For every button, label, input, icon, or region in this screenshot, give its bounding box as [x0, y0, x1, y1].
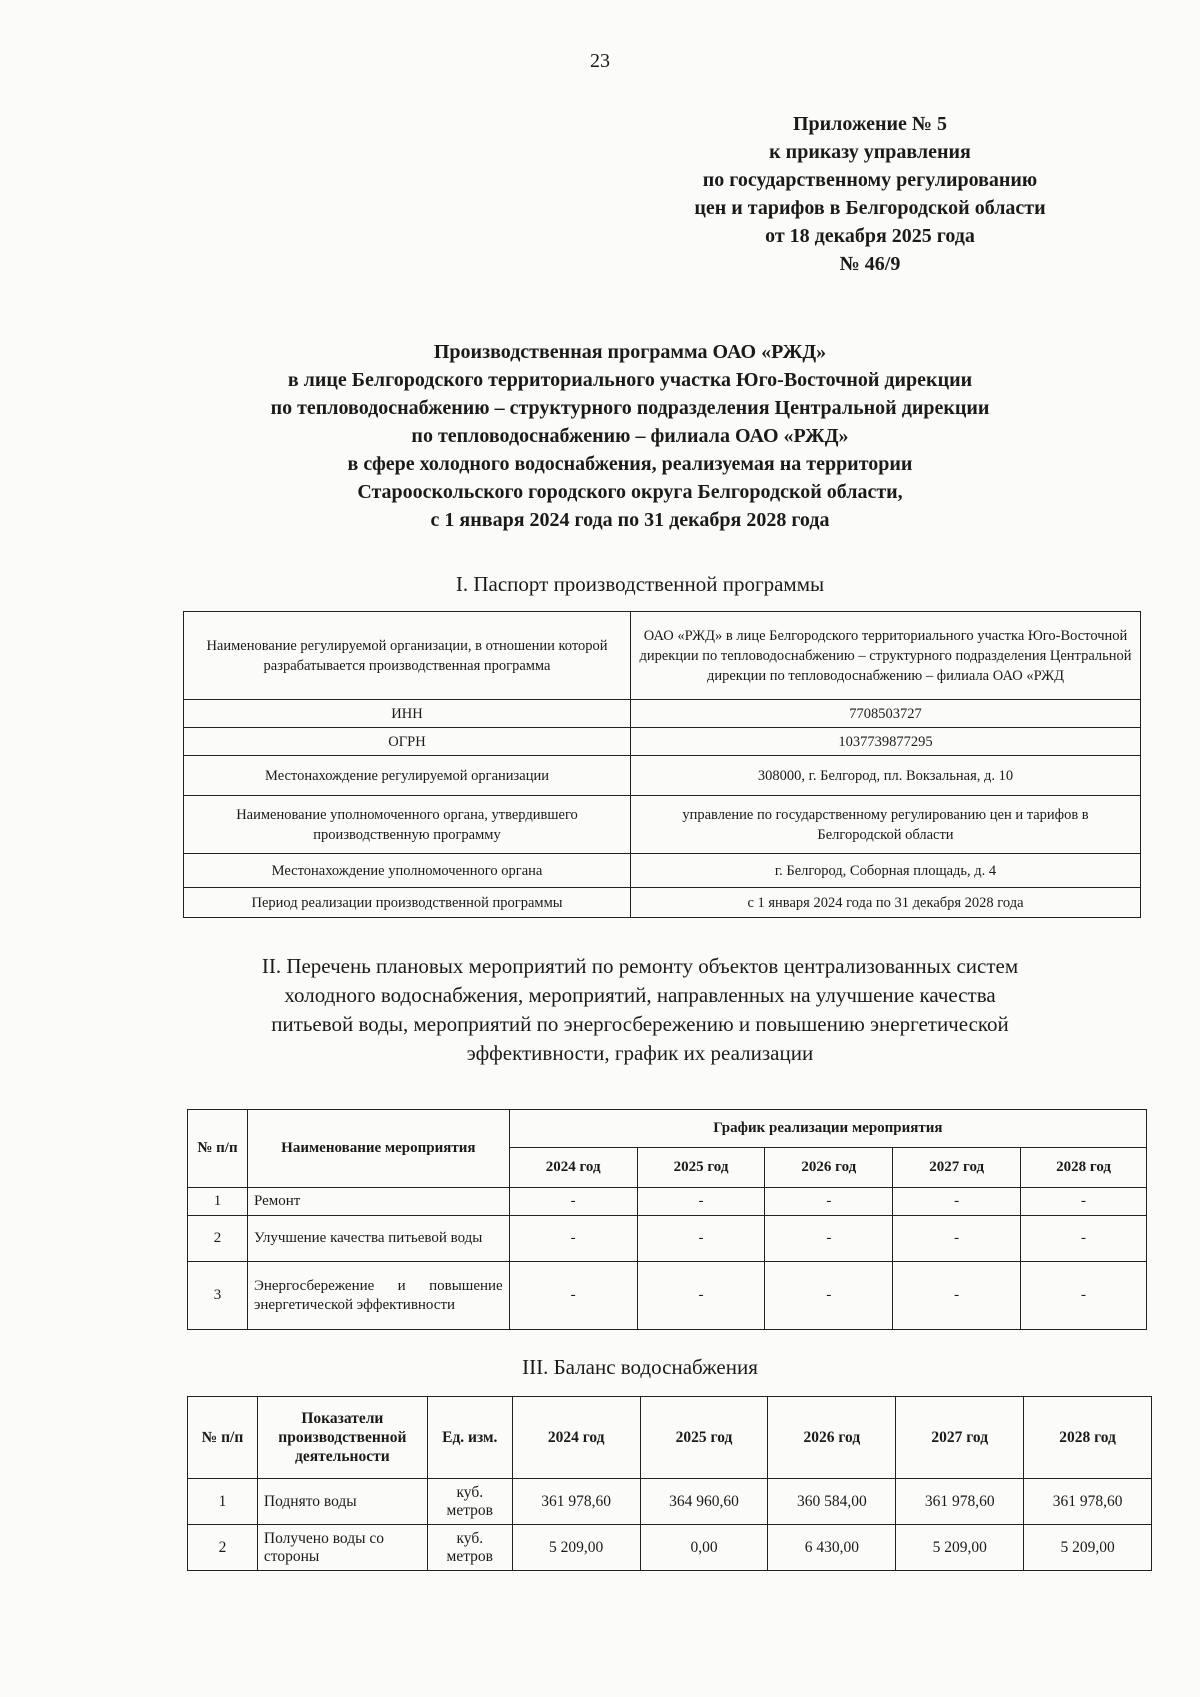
year-value: -: [893, 1188, 1021, 1216]
program-title-line: Старооскольского городского округа Белгородской области,: [357, 481, 903, 503]
page-number: 23: [590, 50, 610, 72]
section2-heading: [180, 952, 1100, 1068]
passport-key: Наименование регулируемой организации, в отношении которой разрабатывается производственная программа: [184, 612, 631, 700]
table-header-row: [188, 1397, 1152, 1479]
table-row: [184, 796, 1141, 854]
table-row: [184, 728, 1141, 756]
program-title-line: по тепловодоснабжению – структурного подразделения Центральной дирекции: [270, 397, 990, 419]
section1-heading: I. Паспорт производственной программы: [455, 572, 825, 596]
passport-value: г. Белгород, Соборная площадь, д. 4: [631, 854, 1141, 888]
year-value: 5 209,00: [512, 1525, 640, 1571]
row-num: 3: [188, 1262, 248, 1330]
table-row: [188, 1479, 1152, 1525]
year-value: 361 978,60: [512, 1479, 640, 1525]
program-title-line: по тепловодоснабжению – филиала ОАО «РЖД»: [411, 425, 849, 447]
table-row: [184, 756, 1141, 796]
year-value: -: [893, 1216, 1021, 1262]
appendix-header: [630, 110, 1110, 278]
table-row: [184, 612, 1141, 700]
section2-heading-line: II. Перечень плановых мероприятий по ремонту объектов централизованных систем: [261, 954, 1019, 978]
header-num: № п/п: [188, 1397, 258, 1479]
table-row: [188, 1262, 1147, 1330]
balance-table: [187, 1396, 1152, 1571]
year-value: 361 978,60: [896, 1479, 1024, 1525]
passport-value: с 1 января 2024 года по 31 декабря 2028 года: [631, 888, 1141, 918]
activity-name: Ремонт: [247, 1188, 509, 1216]
year-value: -: [509, 1188, 637, 1216]
appendix-line: цен и тарифов в Белгородской области: [694, 197, 1046, 219]
year-value: -: [765, 1188, 893, 1216]
table-header-row: [188, 1110, 1147, 1148]
row-num: 1: [188, 1188, 248, 1216]
program-title-line: Производственная программа ОАО «РЖД»: [433, 341, 827, 363]
header-year: 2028 год: [1024, 1397, 1152, 1479]
passport-key: Наименование уполномоченного органа, утвердившего производственную программу: [184, 796, 631, 854]
year-value: 6 430,00: [768, 1525, 896, 1571]
year-value: -: [637, 1216, 765, 1262]
passport-key: Местонахождение регулируемой организации: [184, 756, 631, 796]
year-value: 5 209,00: [1024, 1525, 1152, 1571]
section2-heading-line: холодного водоснабжения, мероприятий, направленных на улучшение качества: [284, 983, 996, 1007]
passport-value: управление по государственному регулированию цен и тарифов в Белгородской области: [631, 796, 1141, 854]
section2-heading-line: питьевой воды, мероприятий по энергосбережению и повышению энергетической: [271, 1012, 1009, 1036]
section3-heading: III. Баланс водоснабжения: [522, 1355, 758, 1379]
header-indicator: Показатели производственной деятельности: [257, 1397, 427, 1479]
header-year: 2027 год: [896, 1397, 1024, 1479]
activities-table: [187, 1109, 1147, 1330]
passport-key: Местонахождение уполномоченного органа: [184, 854, 631, 888]
table-row: [188, 1216, 1147, 1262]
program-title-line: в сфере холодного водоснабжения, реализуемая на территории: [347, 453, 913, 475]
year-value: -: [765, 1216, 893, 1262]
section2-heading-line: эффективности, график их реализации: [466, 1041, 814, 1065]
year-value: -: [1021, 1216, 1147, 1262]
header-year: 2025 год: [640, 1397, 768, 1479]
row-num: 2: [188, 1216, 248, 1262]
header-num: № п/п: [188, 1110, 248, 1188]
passport-table: [183, 611, 1141, 918]
program-title: [150, 338, 1110, 534]
header-unit: Ед. изм.: [427, 1397, 512, 1479]
passport-value: ОАО «РЖД» в лице Белгородского территориального участка Юго-Восточной дирекции по тепловодоснабжению – структурного подразделения Центральной дирекции по тепловодоснабжению – филиала ОАО «РЖД: [631, 612, 1141, 700]
indicator-name: Получено воды со стороны: [257, 1525, 427, 1571]
appendix-line: Приложение № 5: [792, 113, 948, 135]
year-value: -: [1021, 1262, 1147, 1330]
row-num: 2: [188, 1525, 258, 1571]
passport-value: 1037739877295: [631, 728, 1141, 756]
passport-key: Период реализации производственной программы: [184, 888, 631, 918]
appendix-line: от 18 декабря 2025 года: [765, 225, 975, 247]
year-value: 5 209,00: [896, 1525, 1024, 1571]
table-row: [184, 854, 1141, 888]
header-activity-name: Наименование мероприятия: [247, 1110, 509, 1188]
year-value: 0,00: [640, 1525, 768, 1571]
header-year: 2028 год: [1021, 1148, 1147, 1188]
year-value: -: [637, 1262, 765, 1330]
header-year: 2025 год: [637, 1148, 765, 1188]
table-row: [188, 1525, 1152, 1571]
passport-key: ИНН: [184, 700, 631, 728]
appendix-line: по государственному регулированию: [702, 169, 1038, 191]
appendix-line: к приказу управления: [769, 141, 971, 163]
year-value: -: [509, 1262, 637, 1330]
year-value: -: [509, 1216, 637, 1262]
year-value: -: [1021, 1188, 1147, 1216]
year-value: 361 978,60: [1024, 1479, 1152, 1525]
header-year: 2026 год: [765, 1148, 893, 1188]
header-year: 2026 год: [768, 1397, 896, 1479]
header-schedule: График реализации мероприятия: [509, 1110, 1146, 1148]
passport-value: 308000, г. Белгород, пл. Вокзальная, д. 10: [631, 756, 1141, 796]
row-num: 1: [188, 1479, 258, 1525]
program-title-line: с 1 января 2024 года по 31 декабря 2028 года: [430, 509, 830, 531]
year-value: -: [893, 1262, 1021, 1330]
year-value: -: [637, 1188, 765, 1216]
year-value: 364 960,60: [640, 1479, 768, 1525]
year-value: -: [765, 1262, 893, 1330]
program-title-line: в лице Белгородского территориального участка Юго-Восточной дирекции: [287, 369, 973, 391]
activity-name: Улучшение качества питьевой воды: [247, 1216, 509, 1262]
appendix-line: № 46/9: [839, 253, 901, 275]
table-row: [184, 700, 1141, 728]
passport-value: 7708503727: [631, 700, 1141, 728]
activity-name: Энергосбережение и повышение энергетической эффективности: [247, 1262, 509, 1330]
year-value: 360 584,00: [768, 1479, 896, 1525]
unit: куб. метров: [427, 1479, 512, 1525]
table-row: [188, 1188, 1147, 1216]
header-year: 2027 год: [893, 1148, 1021, 1188]
header-year: 2024 год: [509, 1148, 637, 1188]
unit: куб. метров: [427, 1525, 512, 1571]
header-year: 2024 год: [512, 1397, 640, 1479]
indicator-name: Поднято воды: [257, 1479, 427, 1525]
passport-key: ОГРН: [184, 728, 631, 756]
table-row: [184, 888, 1141, 918]
